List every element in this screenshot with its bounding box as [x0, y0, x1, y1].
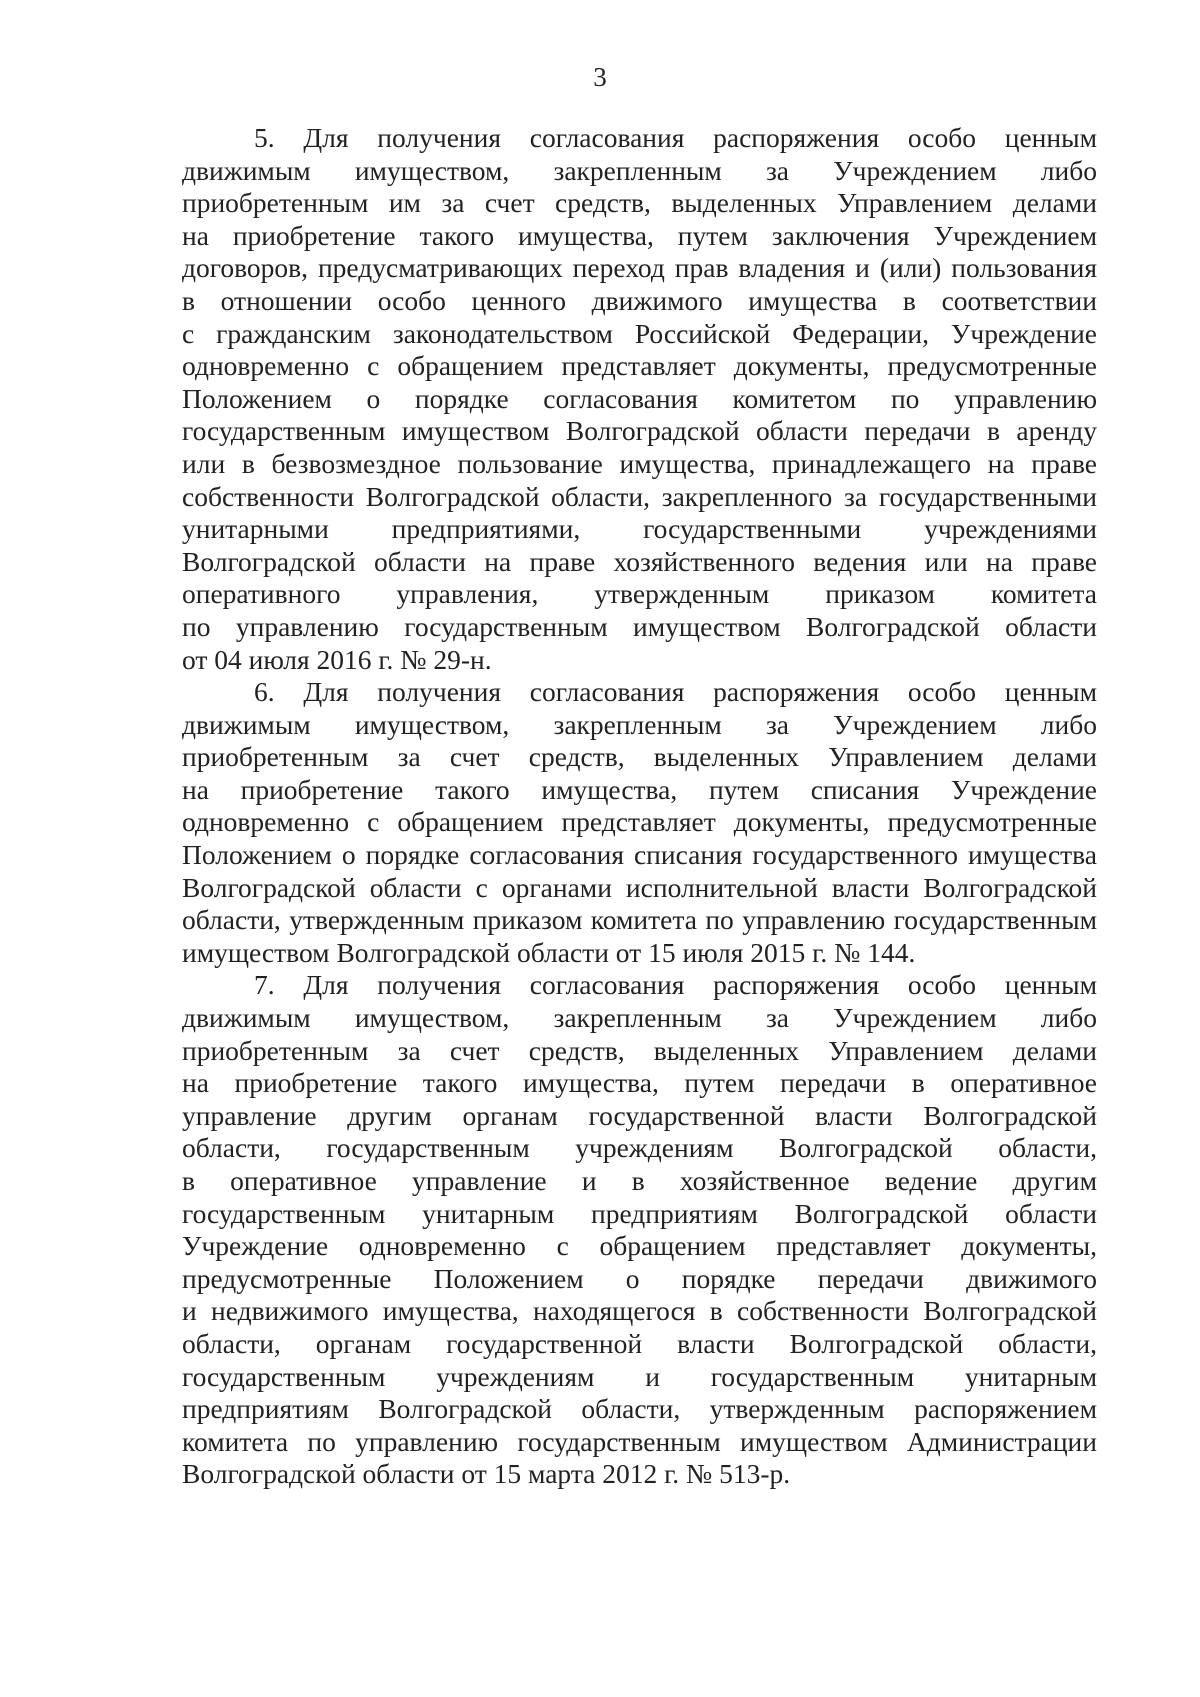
- text-line: государственным унитарным предприятиям Волгоградской области: [182, 1197, 1097, 1229]
- text-line: на приобретение такого имущества, путем списания Учреждение: [182, 773, 1097, 805]
- text-line: приобретенным за счет средств, выделенных Управлением делами: [182, 1034, 1097, 1066]
- text-line: 6. Для получения согласования распоряжения особо ценным: [254, 676, 1097, 708]
- text-line: движимым имуществом, закрепленным за Учреждением либо: [182, 1002, 1097, 1034]
- text-line: имуществом Волгоградской области от 15 июля 2015 г. № 144.: [182, 936, 916, 968]
- paragraph-6: [182, 676, 1097, 969]
- text-line: договоров, предусматривающих переход прав владения и (или) пользования: [182, 252, 1097, 284]
- text-line: Положением о порядке согласования комитетом по управлению: [182, 382, 1097, 414]
- document-body: [182, 122, 1097, 1491]
- text-line: 7. Для получения согласования распоряжения особо ценным: [254, 969, 1097, 1001]
- text-line: предусмотренные Положением о порядке передачи движимого: [182, 1262, 1097, 1294]
- text-line: на приобретение такого имущества, путем заключения Учреждением: [182, 219, 1097, 251]
- text-line: области, органам государственной власти Волгоградской области,: [182, 1327, 1097, 1359]
- text-line: по управлению государственным имуществом Волгоградской области: [182, 610, 1097, 642]
- text-line: в оперативное управление и в хозяйственное ведение другим: [182, 1165, 1097, 1196]
- text-line: государственным учреждениям и государственным унитарным: [182, 1360, 1097, 1392]
- text-line: одновременно с обращением представляет документы, предусмотренные: [182, 350, 1097, 382]
- text-line: Волгоградской области с органами исполнительной власти Волгоградской: [182, 871, 1097, 903]
- text-line: управление другим органам государственной власти Волгоградской: [182, 1099, 1097, 1131]
- paragraph-7: [182, 969, 1097, 1491]
- text-line: государственным имуществом Волгоградской области передачи в аренду: [182, 415, 1097, 447]
- text-line: движимым имуществом, закрепленным за Учреждением либо: [182, 708, 1097, 740]
- text-line: Учреждение одновременно с обращением представляет документы,: [182, 1230, 1097, 1262]
- text-line: от 04 июля 2016 г. № 29-н.: [182, 643, 492, 675]
- text-line: предприятиям Волгоградской области, утвержденным распоряжением: [182, 1393, 1097, 1425]
- text-line: приобретенным им за счет средств, выделенных Управлением делами: [182, 187, 1097, 219]
- paragraph-5: [182, 122, 1097, 676]
- text-line: движимым имуществом, закрепленным за Учреждением либо: [182, 154, 1097, 186]
- text-line: области, утвержденным приказом комитета по управлению государственным: [182, 904, 1097, 936]
- text-line: приобретенным за счет средств, выделенных Управлением делами: [182, 741, 1097, 773]
- text-line: комитета по управлению государственным имуществом Администрации: [182, 1425, 1097, 1457]
- text-line: и недвижимого имущества, находящегося в собственности Волгоградской: [182, 1295, 1097, 1327]
- text-line: одновременно с обращением представляет документы, предусмотренные: [182, 806, 1097, 838]
- text-line: на приобретение такого имущества, путем передачи в оперативное: [182, 1067, 1097, 1099]
- text-line: унитарными предприятиями, государственными учреждениями: [182, 513, 1097, 545]
- text-line: Волгоградской области на праве хозяйственного ведения или на праве: [182, 545, 1097, 577]
- text-line: с гражданским законодательством Российской Федерации, Учреждение: [182, 317, 1097, 349]
- text-line: области, государственным учреждениям Волгоградской области,: [182, 1132, 1097, 1164]
- text-line: или в безвозмездное пользование имущества, принадлежащего на праве: [182, 447, 1097, 479]
- page-number: 3: [593, 62, 607, 92]
- text-line: оперативного управления, утвержденным приказом комитета: [182, 578, 1097, 610]
- text-line: в отношении особо ценного движимого имущества в соответствии: [182, 284, 1097, 316]
- text-line: Положением о порядке согласования списания государственного имущества: [182, 839, 1097, 871]
- text-line: Волгоградской области от 15 марта 2012 г. № 513-р.: [182, 1458, 791, 1490]
- text-line: собственности Волгоградской области, закрепленного за государственными: [182, 480, 1097, 512]
- text-line: 5. Для получения согласования распоряжения особо ценным: [254, 122, 1097, 153]
